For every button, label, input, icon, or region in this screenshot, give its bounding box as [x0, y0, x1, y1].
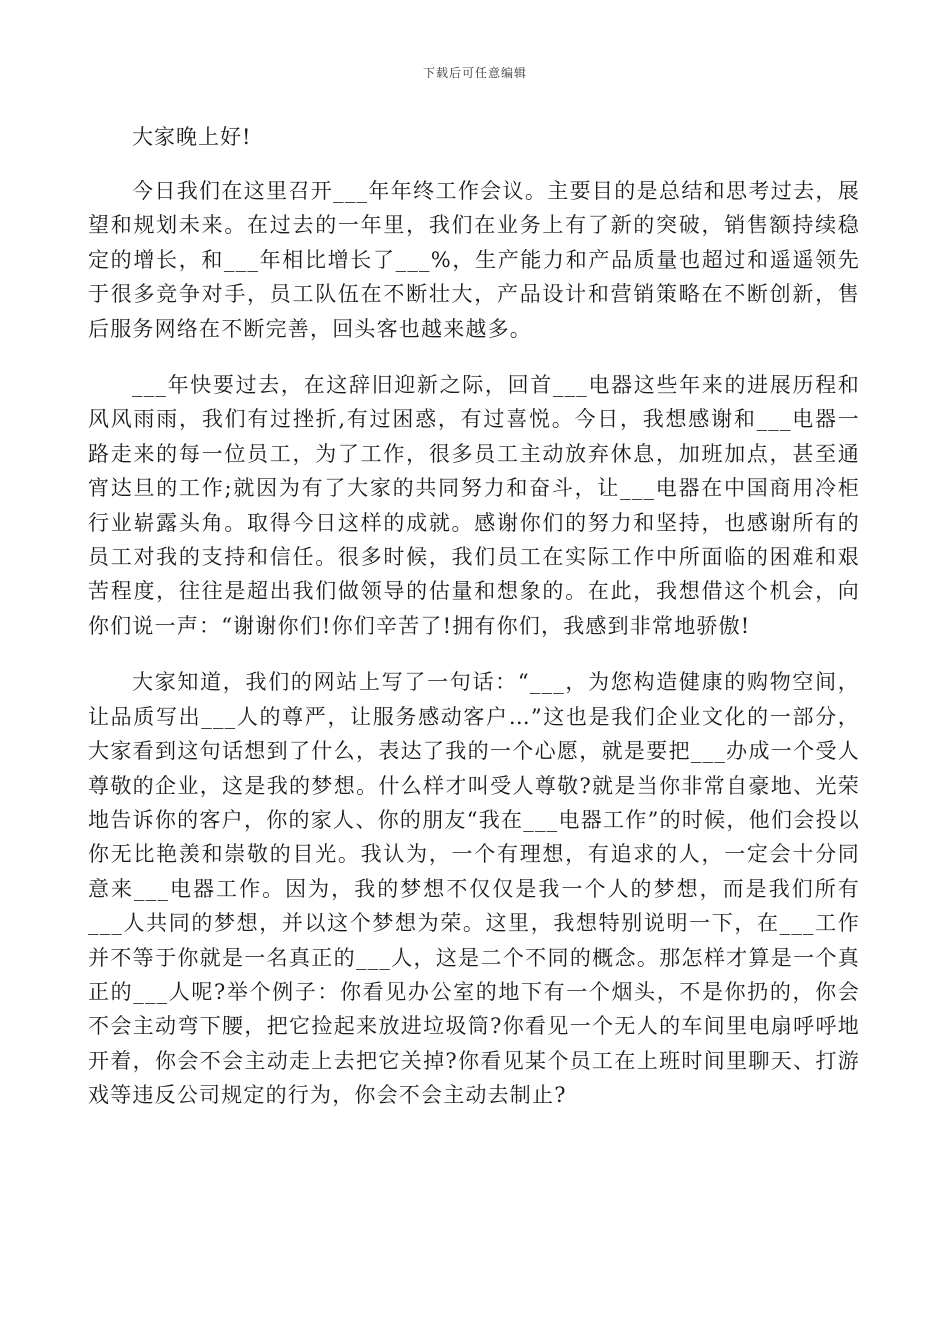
greeting-line: 大家晚上好!	[132, 125, 252, 149]
paragraph-1: 今日我们在这里召开___年年终工作会议。主要目的是总结和思考过去，展望和规划未来。在过去的一年里，我们在业务上有了新的突破，销售额持续稳定的增长，和___年相比增长了___%，生产能力和产品质量也超过和遥遥领先于很多竞争对手，员工队伍在不断壮大，产品设计和营销策略在不断创新，售后服务网络在不断完善，回头客也越来越多。	[88, 179, 860, 341]
paragraph-2: ___年快要过去，在这辞旧迎新之际，回首___电器这些年来的进展历程和风风雨雨，我们有过挫折,有过困惑，有过喜悦。今日，我想感谢和___电器一路走来的每一位员工，为了工作，很多员工主动放弃休息，加班加点，甚至通宵达旦的工作;就因为有了大家的共同努力和奋斗，让___电器在中国商用冷柜行业崭露头角。取得今日这样的成就。感谢你们的努力和坚持，也感谢所有的员工对我的支持和信任。很多时候，我们员工在实际工作中所面临的困难和艰苦程度，往往是超出我们做领导的估量和想象的。在此，我想借这个机会，向你们说一声：“谢谢你们!你们辛苦了!拥有你们，我感到非常地骄傲!	[88, 373, 860, 638]
paragraph-3: 大家知道，我们的网站上写了一句话：“___，为您构造健康的购物空间，让品质写出___人的尊严，让服务感动客户…”这也是我们企业文化的一部分，大家看到这句话想到了什么，表达了我的一个心愿，就是要把___办成一个受人尊敬的企业，这是我的梦想。什么样才叫受人尊敬?就是当你非常自豪地、光荣地告诉你的客户，你的家人、你的朋友“我在___电器工作”的时候，他们会投以你无比艳羡和崇敬的目光。我认为，一个有理想，有追求的人，一定会十分同意来___电器工作。因为，我的梦想不仅仅是我一个人的梦想，而是我们所有___人共同的梦想，并以这个梦想为荣。这里，我想特别说明一下，在___工作并不等于你就是一名真正的___人，这是二个不同的概念。那怎样才算是一个真正的___人呢?举个例子：你看见办公室的地下有一个烟头，不是你扔的，你会不会主动弯下腰，把它捡起来放进垃圾筒?你看见一个无人的车间里电扇呼呼地开着，你会不会主动走上去把它关掉?你看见某个员工在上班时间里聊天、打游戏等违反公司规定的行为，你会不会主动去制止?	[88, 670, 860, 1108]
header-note: 下载后可任意编辑	[422, 66, 527, 80]
document-body	[88, 120, 860, 1113]
